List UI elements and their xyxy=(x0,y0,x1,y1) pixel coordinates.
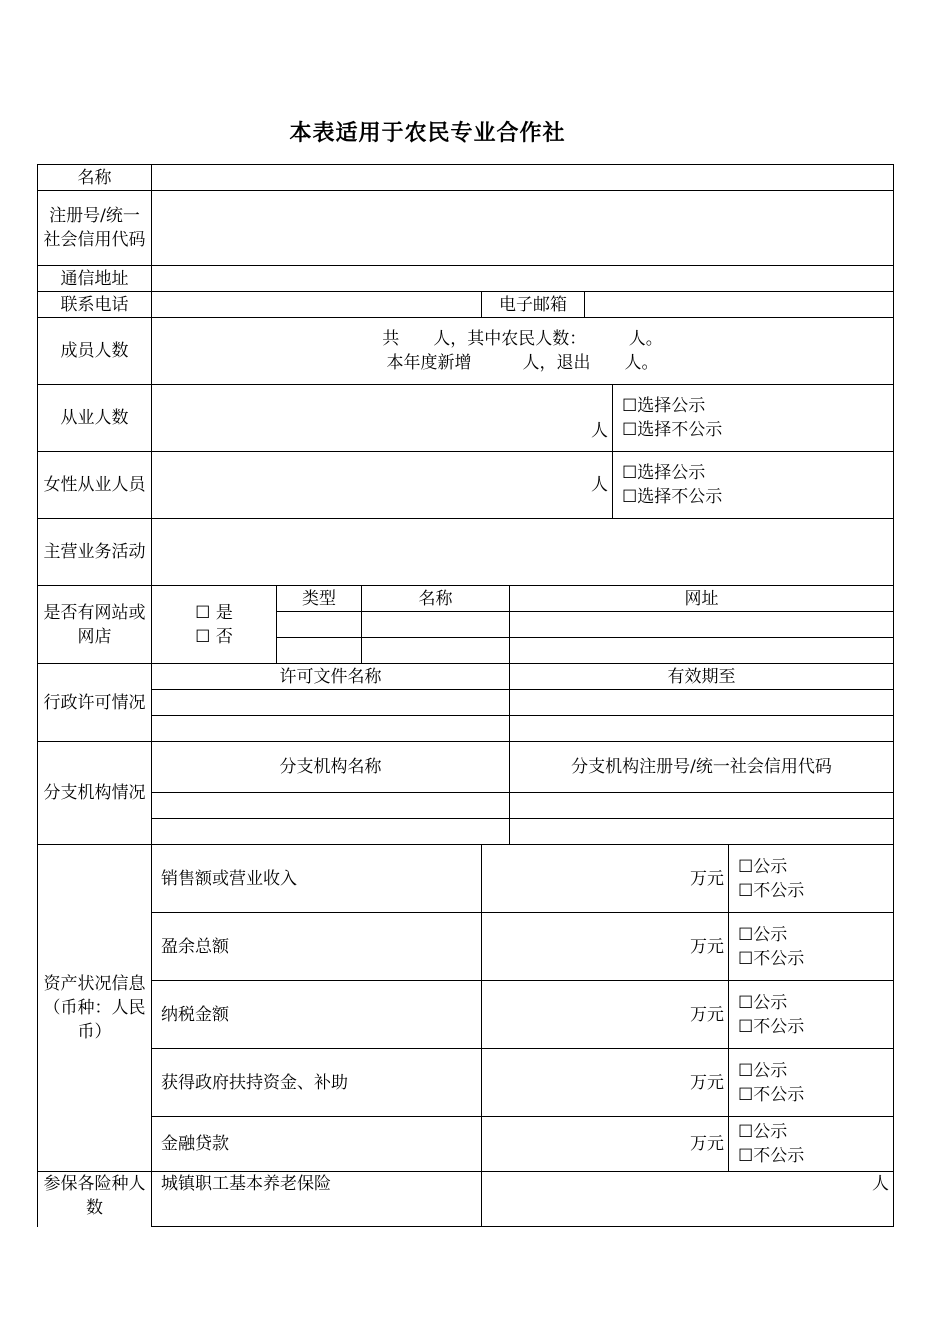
employees-unit: 人 xyxy=(591,421,608,441)
assets-item-tax: 纳税金额 xyxy=(152,981,482,1049)
license-valid-cell[interactable] xyxy=(510,690,894,716)
unit-label: 万元 xyxy=(690,936,724,957)
female-employees-field[interactable] xyxy=(152,452,613,519)
not-publish-option[interactable]: ☐ 不公示 xyxy=(738,1083,889,1107)
email-label: 电子邮箱 xyxy=(482,292,585,318)
female-employees-label: 女性从业人员 xyxy=(38,452,152,519)
branch-col-code: 分支机构注册号/统一社会信用代码 xyxy=(510,742,894,793)
reg-no-label: 注册号/统一社会信用代码 xyxy=(38,191,152,266)
insurance-field[interactable] xyxy=(482,1172,894,1227)
publish-option[interactable]: ☐ 公示 xyxy=(738,991,889,1015)
checkbox-icon xyxy=(738,857,753,877)
checkbox-icon xyxy=(738,925,753,945)
branch-col-name: 分支机构名称 xyxy=(152,742,510,793)
license-col-valid: 有效期至 xyxy=(510,664,894,690)
branch-code-cell[interactable] xyxy=(510,819,894,845)
insurance-label: 参保各险种人数 xyxy=(38,1172,152,1227)
website-type-cell[interactable] xyxy=(277,638,362,664)
license-col-file: 许可文件名称 xyxy=(152,664,510,690)
not-publish-option[interactable]: ☐ 不公示 xyxy=(738,947,889,971)
publish-option[interactable]: ☐ 公示 xyxy=(738,855,889,879)
phone-field[interactable] xyxy=(152,292,482,318)
assets-item-subsidy: 获得政府扶持资金、补助 xyxy=(152,1049,482,1117)
website-name-cell[interactable] xyxy=(362,638,510,664)
unit-label: 万元 xyxy=(690,868,724,889)
email-field[interactable] xyxy=(585,292,894,318)
assets-loan-publish xyxy=(729,1117,894,1172)
website-url-cell[interactable] xyxy=(510,638,894,664)
female-not-publish-option[interactable]: ☐ 选择不公示 xyxy=(622,485,889,509)
annual-report-form xyxy=(37,164,894,1227)
publish-option[interactable]: ☐ 公示 xyxy=(738,1120,889,1144)
insurance-unit: 人 xyxy=(872,1174,889,1194)
checkbox-icon xyxy=(738,993,753,1013)
main-business-label: 主营业务活动 xyxy=(38,519,152,586)
branch-name-cell[interactable] xyxy=(152,793,510,819)
employees-not-publish-option[interactable]: ☐ 选择不公示 xyxy=(622,418,889,442)
assets-item-sales: 销售额或营业收入 xyxy=(152,845,482,913)
website-label: 是否有网站或网店 xyxy=(38,586,152,664)
employees-field[interactable] xyxy=(152,385,613,452)
checkbox-icon xyxy=(738,1017,753,1037)
phone-label: 联系电话 xyxy=(38,292,152,318)
checkbox-icon xyxy=(195,627,210,647)
members-change-line: 本年度新增 人，退出 人。 xyxy=(386,353,659,373)
license-valid-cell[interactable] xyxy=(510,716,894,742)
checkbox-icon xyxy=(738,1122,753,1142)
assets-label: 资产状况信息（币种：人民币） xyxy=(38,845,152,1172)
publish-option[interactable]: ☐ 公示 xyxy=(738,1059,889,1083)
insurance-item: 城镇职工基本养老保险 xyxy=(152,1172,482,1227)
website-no-option[interactable]: ☐ 否 xyxy=(156,625,272,649)
female-publish-option[interactable]: ☐ 选择公示 xyxy=(622,461,889,485)
checkbox-icon xyxy=(622,463,637,483)
members-total-line: 共 人，其中农民人数： 人。 xyxy=(382,329,663,349)
checkbox-icon xyxy=(622,396,637,416)
website-col-name: 名称 xyxy=(362,586,510,612)
checkbox-icon xyxy=(738,881,753,901)
branch-code-cell[interactable] xyxy=(510,793,894,819)
admin-license-label: 行政许可情况 xyxy=(38,664,152,742)
assets-sales-publish xyxy=(729,845,894,913)
checkbox-icon xyxy=(622,420,637,440)
assets-surplus-field[interactable] xyxy=(482,913,729,981)
assets-subsidy-publish xyxy=(729,1049,894,1117)
website-yes-option[interactable]: ☐ 是 xyxy=(156,601,272,625)
assets-tax-field[interactable] xyxy=(482,981,729,1049)
branch-label: 分支机构情况 xyxy=(38,742,152,845)
not-publish-option[interactable]: ☐ 不公示 xyxy=(738,1015,889,1039)
reg-no-field[interactable] xyxy=(152,191,894,266)
name-label: 名称 xyxy=(38,165,152,191)
website-yes-no xyxy=(152,586,277,664)
website-type-cell[interactable] xyxy=(277,612,362,638)
members-field[interactable] xyxy=(152,318,894,385)
assets-item-surplus: 盈余总额 xyxy=(152,913,482,981)
assets-subsidy-field[interactable] xyxy=(482,1049,729,1117)
assets-tax-publish xyxy=(729,981,894,1049)
website-col-url: 网址 xyxy=(510,586,894,612)
not-publish-option[interactable]: ☐ 不公示 xyxy=(738,1144,889,1168)
checkbox-icon xyxy=(195,603,210,623)
assets-item-loan: 金融贷款 xyxy=(152,1117,482,1172)
address-field[interactable] xyxy=(152,266,894,292)
address-label: 通信地址 xyxy=(38,266,152,292)
license-file-cell[interactable] xyxy=(152,690,510,716)
publish-option[interactable]: ☐ 公示 xyxy=(738,923,889,947)
employees-publish-option[interactable]: ☐ 选择公示 xyxy=(622,394,889,418)
website-name-cell[interactable] xyxy=(362,612,510,638)
assets-surplus-publish xyxy=(729,913,894,981)
unit-label: 万元 xyxy=(690,1072,724,1093)
assets-sales-field[interactable] xyxy=(482,845,729,913)
website-col-type: 类型 xyxy=(277,586,362,612)
female-employees-publish-options xyxy=(613,452,894,519)
checkbox-icon xyxy=(738,1146,753,1166)
members-label: 成员人数 xyxy=(38,318,152,385)
license-file-cell[interactable] xyxy=(152,716,510,742)
checkbox-icon xyxy=(738,1085,753,1105)
main-business-field[interactable] xyxy=(152,519,894,586)
branch-name-cell[interactable] xyxy=(152,819,510,845)
checkbox-icon xyxy=(738,949,753,969)
not-publish-option[interactable]: ☐ 不公示 xyxy=(738,879,889,903)
unit-label: 万元 xyxy=(690,1134,724,1154)
female-employees-unit: 人 xyxy=(591,475,608,495)
name-field[interactable] xyxy=(152,165,894,191)
page-title: 本表适用于农民专业合作社 xyxy=(289,120,566,146)
employees-publish-options xyxy=(613,385,894,452)
website-url-cell[interactable] xyxy=(510,612,894,638)
assets-loan-field[interactable] xyxy=(482,1117,729,1172)
unit-label: 万元 xyxy=(690,1004,724,1025)
employees-label: 从业人数 xyxy=(38,385,152,452)
checkbox-icon xyxy=(622,487,637,507)
checkbox-icon xyxy=(738,1061,753,1081)
